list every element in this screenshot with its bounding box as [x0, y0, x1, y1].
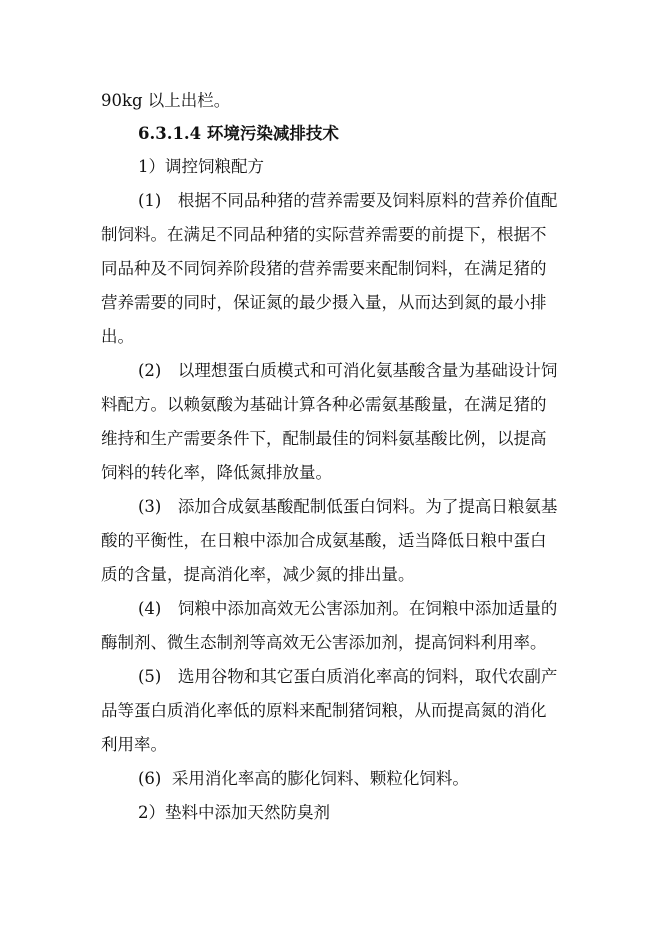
paragraph-line: 利用率。 [101, 735, 167, 754]
subsection-heading-1: 1）调控饲粮配方 [138, 157, 264, 176]
paragraph-line: 酸的平衡性，在日粮中添加合成氨基酸，适当降低日粮中蛋白 [101, 531, 547, 550]
paragraph-line: 品等蛋白质消化率低的原料来配制猪饲粮，从而提高氮的消化 [101, 701, 547, 720]
paragraph-line: 同品种及不同饲养阶段猪的营养需要来配制饲料，在满足猪的 [101, 259, 547, 278]
paragraph-line: 制饲料。在满足不同品种猪的实际营养需要的前提下，根据不 [101, 225, 547, 244]
paragraph-line: 出。 [101, 327, 134, 346]
paragraph-item-6: (6) 采用消化率高的膨化饲料、颗粒化饲料。 [138, 769, 469, 788]
paragraph-line: 饲料的转化率，降低氮排放量。 [101, 463, 332, 482]
paragraph-line: 料配方。以赖氨酸为基础计算各种必需氨基酸量，在满足猪的 [101, 395, 547, 414]
paragraph-line: (4) 饲粮中添加高效无公害添加剂。在饲粮中添加适量的 [138, 599, 558, 618]
paragraph-line: (5) 选用谷物和其它蛋白质消化率高的饲料，取代农副产 [138, 667, 558, 686]
continuation-text: 90kg 以上出栏。 [101, 91, 231, 110]
subsection-heading-2: 2）垫料中添加天然防臭剂 [138, 803, 330, 822]
paragraph-line: (2) 以理想蛋白质模式和可消化氨基酸含量为基础设计饲 [138, 361, 558, 380]
paragraph-line: (3) 添加合成氨基酸配制低蛋白饲料。为了提高日粮氨基 [138, 497, 558, 516]
paragraph-line: 维持和生产需要条件下，配制最佳的饲料氨基酸比例，以提高 [101, 429, 547, 448]
paragraph-line: (1) 根据不同品种猪的营养需要及饲料原料的营养价值配 [138, 191, 558, 210]
paragraph-line: 酶制剂、微生态制剂等高效无公害添加剂，提高饲料利用率。 [101, 633, 547, 652]
paragraph-line: 质的含量，提高消化率，减少氮的排出量。 [101, 565, 415, 584]
paragraph-line: 营养需要的同时，保证氮的最少摄入量，从而达到氮的最小排 [101, 293, 547, 312]
section-heading: 6.3.1.4 环境污染减排技术 [138, 124, 339, 143]
